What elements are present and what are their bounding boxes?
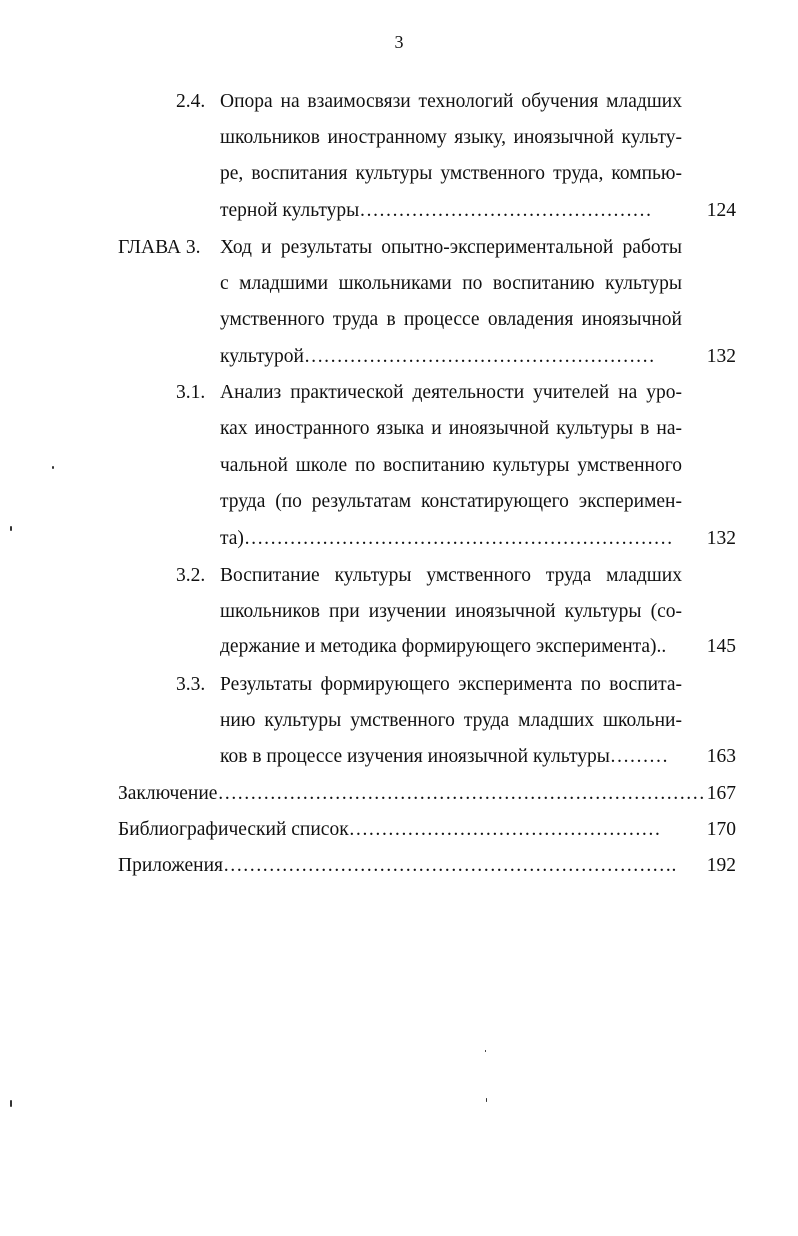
toc-line: школьников при изучении иноязычной культуры (со- — [220, 601, 682, 622]
section-number: 3.1. — [176, 382, 206, 403]
toc-line: Результаты формирующего эксперимента по воспита- — [220, 674, 682, 695]
scan-speck — [52, 466, 54, 469]
toc-line: терной культуры……………………………………… — [220, 200, 652, 221]
toc-line: умственного труда в процессе овладения иноязычной — [220, 309, 682, 330]
toc-line: та)………………………………………………………… — [220, 528, 673, 549]
toc-line: ре, воспитания культуры умственного труда, компью- — [220, 163, 682, 184]
toc-page-number: 192 — [706, 855, 736, 876]
toc-line: нию культуры умственного труда младших школьни- — [220, 710, 682, 731]
toc-page-number: 170 — [706, 819, 736, 840]
toc-line: культурой……………………………………………… — [220, 346, 655, 367]
toc-line: держание и методика формирующего эксперимента).. — [220, 636, 667, 657]
scan-speck — [10, 1100, 12, 1107]
scan-speck — [486, 1098, 487, 1102]
toc-page-number: 167 — [706, 783, 736, 804]
toc-line: Приложения……………………………………………………………. — [118, 855, 677, 876]
toc-page-number: 132 — [706, 346, 736, 367]
toc-line: Воспитание культуры умственного труда младших — [220, 565, 682, 586]
toc-line: школьников иностранному языку, иноязычной культу- — [220, 127, 682, 148]
section-number: 3.3. — [176, 674, 206, 695]
section-number: 2.4. — [176, 91, 206, 112]
toc-line: ках иностранного языка и иноязычной культуры в на- — [220, 418, 682, 439]
toc-page-number: 163 — [706, 746, 736, 767]
toc-line: Ход и результаты опытно-экспериментальной работы — [220, 237, 682, 258]
toc-line: ков в процессе изучения иноязычной культуры……… — [220, 746, 669, 767]
section-number: 3.2. — [176, 565, 206, 586]
toc-page-number: 124 — [706, 200, 736, 221]
toc-line: Анализ практической деятельности учителей на уро- — [220, 382, 682, 403]
page-number: 3 — [394, 32, 404, 52]
toc-line: с младшими школьниками по воспитанию культуры — [220, 273, 682, 294]
toc-page-number: 145 — [706, 636, 736, 657]
scan-speck — [485, 1050, 486, 1052]
toc-page-number: 132 — [706, 528, 736, 549]
toc-line: труда (по результатам констатирующего эксперимен- — [220, 491, 682, 512]
toc-line: чальной школе по воспитанию культуры умственного — [220, 455, 682, 476]
toc-line: Опора на взаимосвязи технологий обучения младших — [220, 91, 682, 112]
toc-line: Заключение………………………………………………………………… — [118, 783, 705, 804]
chapter-number: ГЛАВА 3. — [118, 237, 201, 258]
scan-speck — [10, 526, 12, 531]
toc-line: Библиографический список………………………………………… — [118, 819, 661, 840]
